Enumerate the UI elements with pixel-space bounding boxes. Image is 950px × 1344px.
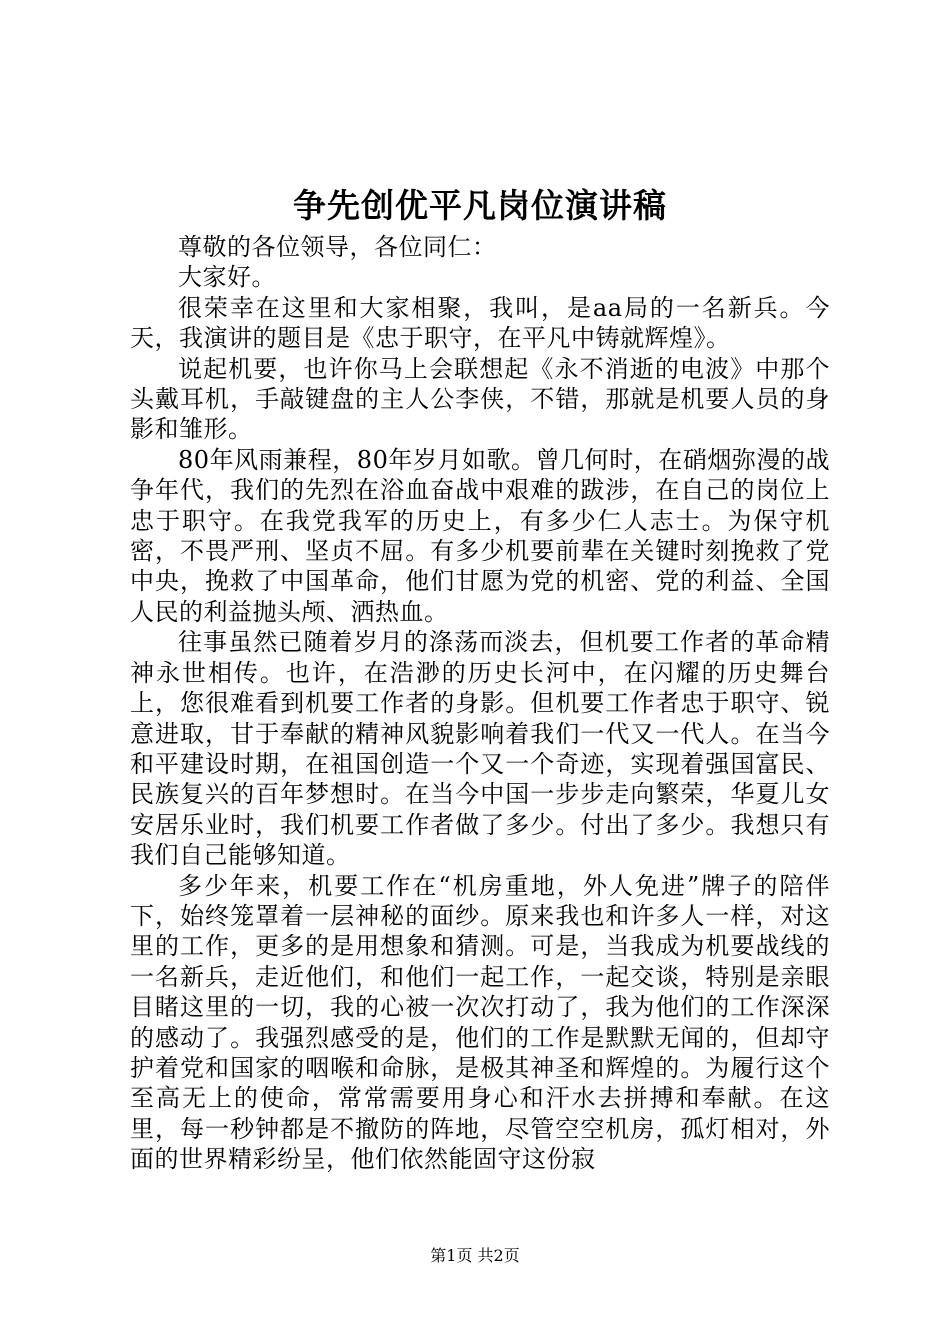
paragraph-introduction: 很荣幸在这里和大家相聚，我叫，是aa局的一名新兵。今天，我演讲的题目是《忠于职守，在平凡中铸就辉煌》。 (130, 293, 830, 353)
document-body (130, 184, 830, 1175)
page-footer: 第1页 共2页 (430, 1246, 520, 1265)
paragraph-history: 80年风雨兼程，80年岁月如歌。曾几何时，在硝烟弥漫的战争年代，我们的先烈在浴血奋战中艰难的跋涉，在自己的岗位上忠于职守。在我党我军的历史上，有多少仁人志士。为保守机密，不畏严刑、坚贞不屈。有多少机要前辈在关键时刻挽救了党中央，挽救了中国革命，他们甘愿为党的机密、党的利益、全国人民的利益抛头颅、洒热血。 (130, 445, 830, 626)
paragraph-spirit: 往事虽然已随着岁月的涤荡而淡去，但机要工作者的革命精神永世相传。也许，在浩渺的历史长河中，在闪耀的历史舞台上，您很难看到机要工作者的身影。但机要工作者忠于职守、锐意进取，甘于奉献的精神风貌影响着我们一代又一代人。在当今和平建设时期，在祖国创造一个又一个奇迹，实现着强国富民、民族复兴的百年梦想时。在当今中国一步步走向繁荣，华夏儿女安居乐业时，我们机要工作者做了多少。付出了多少。我想只有我们自己能够知道。 (130, 628, 830, 870)
document-title: 争先创优平凡岗位演讲稿 (293, 186, 667, 225)
paragraph-greeting: 大家好。 (178, 263, 276, 292)
paragraph-experience: 多少年来，机要工作在“机房重地，外人免进”牌子的陪伴下，始终笼罩着一层神秘的面纱。原来我也和许多人一样，对这里的工作，更多的是用想象和猜测。可是，当我成为机要战线的一名新兵，走近他们，和他们一起工作，一起交谈，特别是亲眼目睹这里的一切，我的心被一次次打动了，我为他们的工作深深的感动了。我强烈感受的是，他们的工作是默默无闻的，但却守护着党和国家的咽喉和命脉，是极其神圣和辉煌的。为履行这个至高无上的使命，常常需要用身心和汗水去拼搏和奉献。在这里，每一秒钟都是不撤防的阵地，尽管空空机房，孤灯相对，外面的世界精彩纷呈，他们依然能固守这份寂 (130, 871, 830, 1174)
paragraph-salutation: 尊敬的各位领导，各位同仁： (178, 233, 497, 261)
paragraph-li-xia: 说起机要，也许你马上会联想起《永不消逝的电波》中那个头戴耳机，手敲键盘的主人公李侠，不错，那就是机要人员的身影和雏形。 (130, 354, 830, 444)
